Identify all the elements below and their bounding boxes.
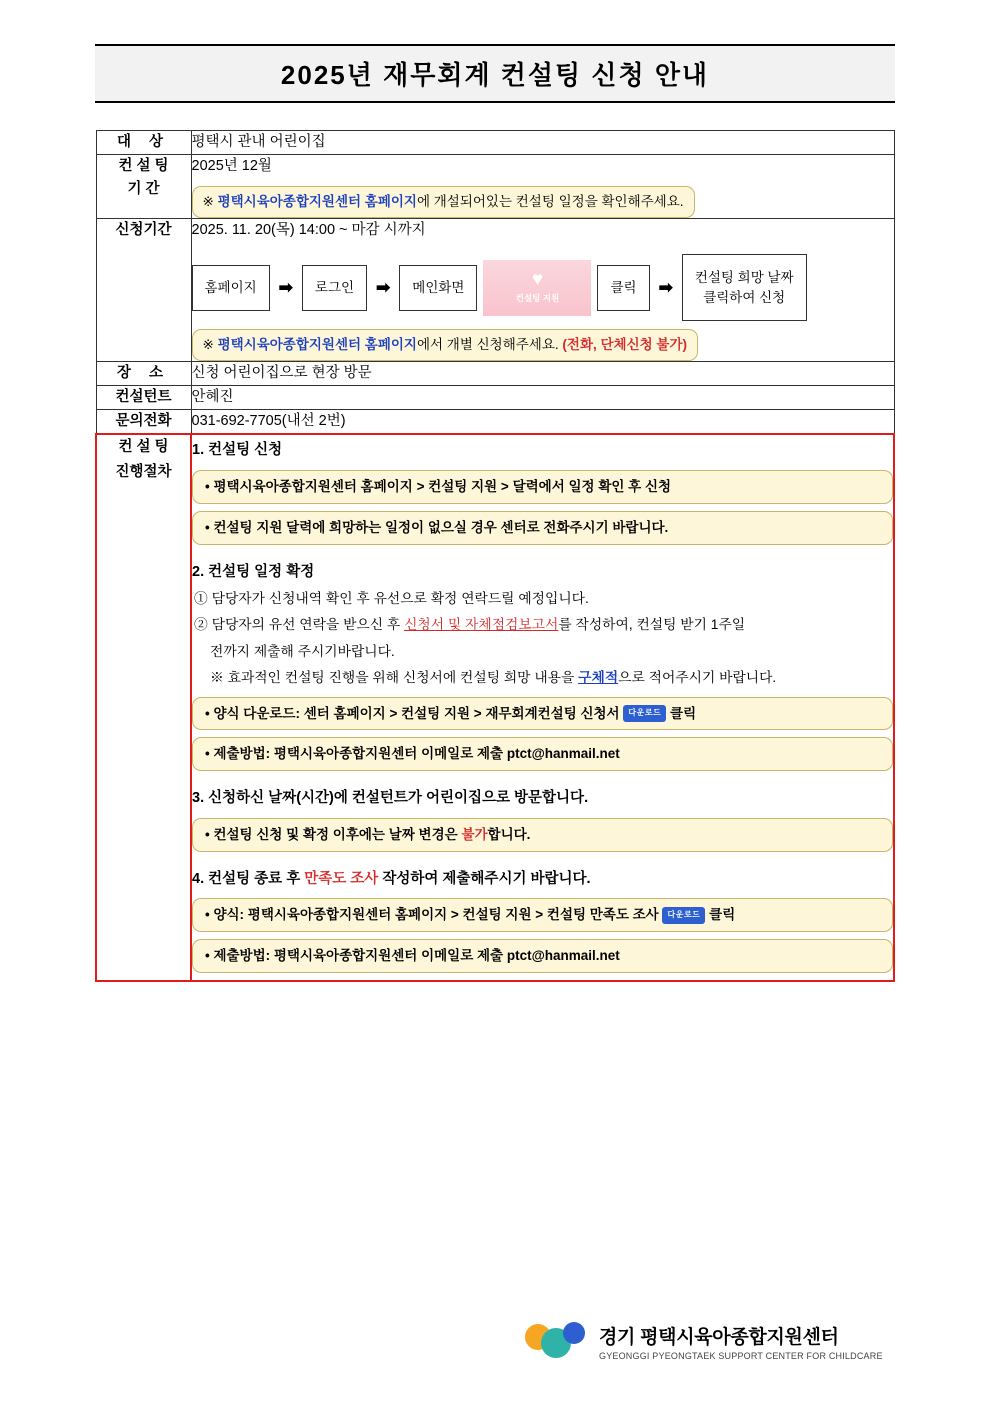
value-phone: 031-692-7705(내선 2번) xyxy=(191,410,894,435)
procedure-step2-line2: ② 담당자의 유선 연락을 받으신 후 신청서 및 자체점검보고서를 작성하여, 컨설팅 받기 1주일 xyxy=(194,617,746,633)
table-row-period xyxy=(96,155,894,219)
procedure-step4-heading: 4. 컨설팅 종료 후 만족도 조사 작성하여 제출해주시기 바랍니다. xyxy=(192,870,591,887)
table-row-phone xyxy=(96,410,894,435)
procedure-step4-box2: • 제출방법: 평택시육아종합지원센터 이메일로 제출 ptct@hanmail.net xyxy=(192,939,893,973)
value-target: 평택시 관내 어린이집 xyxy=(191,131,894,155)
flow-step-select-date: 컨설팅 희망 날짜 클릭하여 신청 xyxy=(682,254,807,321)
value-procedure xyxy=(191,434,894,980)
procedure-step4-box1: • 양식: 평택시육아종합지원센터 홈페이지 > 컨설팅 지원 > 컨설팅 만족도 조사 다운로드 클릭 xyxy=(192,898,893,932)
label-period: 컨 설 팅 기 간 xyxy=(96,155,191,219)
download-chip-icon[interactable]: 다운로드 xyxy=(623,705,666,722)
procedure-step3-heading: 3. 신청하신 날짜(시간)에 컨설턴트가 어린이집으로 방문합니다. xyxy=(192,790,589,807)
value-place: 신청 어린이집으로 현장 방문 xyxy=(191,361,894,385)
arrow-icon: ➡ xyxy=(376,278,391,298)
value-consultant: 안혜진 xyxy=(191,386,894,410)
procedure-step2-line1: ① 담당자가 신청내역 확인 후 유선으로 확정 연락드릴 예정입니다. xyxy=(194,591,589,607)
arrow-icon: ➡ xyxy=(278,278,293,298)
label-target: 대 상 xyxy=(96,131,191,155)
flow-step-click: 클릭 xyxy=(597,265,649,311)
procedure-step1-heading: 1. 컨설팅 신청 xyxy=(192,442,283,459)
table-row-apply xyxy=(96,218,894,361)
download-chip-icon[interactable]: 다운로드 xyxy=(662,907,705,924)
flow-step-login: 로그인 xyxy=(302,265,367,311)
page-title xyxy=(95,44,895,103)
value-period xyxy=(191,155,894,219)
flow-step-homepage: 홈페이지 xyxy=(192,265,270,311)
procedure-step2-line3: 전까지 제출해 주시기바랍니다. xyxy=(210,643,395,659)
procedure-step1-box1: • 평택시육아종합지원센터 홈페이지 > 컨설팅 지원 > 달력에서 일정 확인 후 신청 xyxy=(192,470,893,504)
label-apply: 신청기간 xyxy=(96,218,191,361)
procedure-step3-box1: • 컨설팅 신청 및 확정 이후에는 날짜 변경은 불가합니다. xyxy=(192,818,893,852)
table-row-consultant xyxy=(96,386,894,410)
arrow-icon: ➡ xyxy=(658,278,673,298)
consulting-banner-image xyxy=(483,260,591,316)
footer-logo xyxy=(525,1320,883,1362)
footer-logo-text xyxy=(599,1322,883,1361)
value-apply xyxy=(191,218,894,361)
label-procedure: 컨 설 팅 진행절차 xyxy=(96,434,191,980)
table-row-target xyxy=(96,131,894,155)
procedure-step2-heading: 2. 컨설팅 일정 확정 xyxy=(192,563,315,580)
procedure-step2-box2: • 제출방법: 평택시육아종합지원센터 이메일로 제출 ptct@hanmail.net xyxy=(192,737,893,771)
banner-caption: 컨설팅 지원 xyxy=(515,292,560,303)
label-phone: 문의전화 xyxy=(96,410,191,435)
center-logo-icon xyxy=(525,1320,587,1362)
apply-flow-diagram xyxy=(192,254,894,321)
procedure-step2-box1: • 양식 다운로드: 센터 홈페이지 > 컨설팅 지원 > 재무회계컨설팅 신청서 다운로드 클릭 xyxy=(192,697,893,731)
footer-logo-kr: 경기 평택시육아종합지원센터 xyxy=(599,1326,839,1348)
apply-note: ※ 평택시육아종합지원센터 홈페이지에서 개별 신청해주세요. (전화, 단체신청 불가) xyxy=(192,329,698,361)
table-row-procedure xyxy=(96,434,894,980)
heart-icon: ♥ xyxy=(531,268,544,290)
procedure-step1-box2: • 컨설팅 지원 달력에 희망하는 일정이 없으실 경우 센터로 전화주시기 바랍니다. xyxy=(192,511,893,545)
footer-logo-en: GYEONGGI PYEONGTAEK SUPPORT CENTER FOR CHILDCARE xyxy=(599,1350,883,1361)
period-note: ※ 평택시육아종합지원센터 홈페이지에 개설되어있는 컨설팅 일정을 확인해주세요. xyxy=(192,186,695,218)
label-consultant: 컨설턴트 xyxy=(96,386,191,410)
page-title-text: 2025년 재무회계 컨설팅 신청 안내 xyxy=(280,60,710,90)
procedure-step2-line4: ※ 효과적인 컨설팅 진행을 위해 신청서에 컨설팅 희망 내용을 구체적으로 적어주시기 바랍니다. xyxy=(210,670,777,686)
table-row-place xyxy=(96,361,894,385)
period-month: 2025년 12월 xyxy=(191,158,272,175)
apply-deadline: 2025. 11. 20(목) 14:00 ~ 마감 시까지 xyxy=(191,221,426,238)
info-table xyxy=(95,130,895,982)
label-place: 장 소 xyxy=(96,361,191,385)
flow-step-mainscreen: 메인화면 xyxy=(399,265,477,311)
